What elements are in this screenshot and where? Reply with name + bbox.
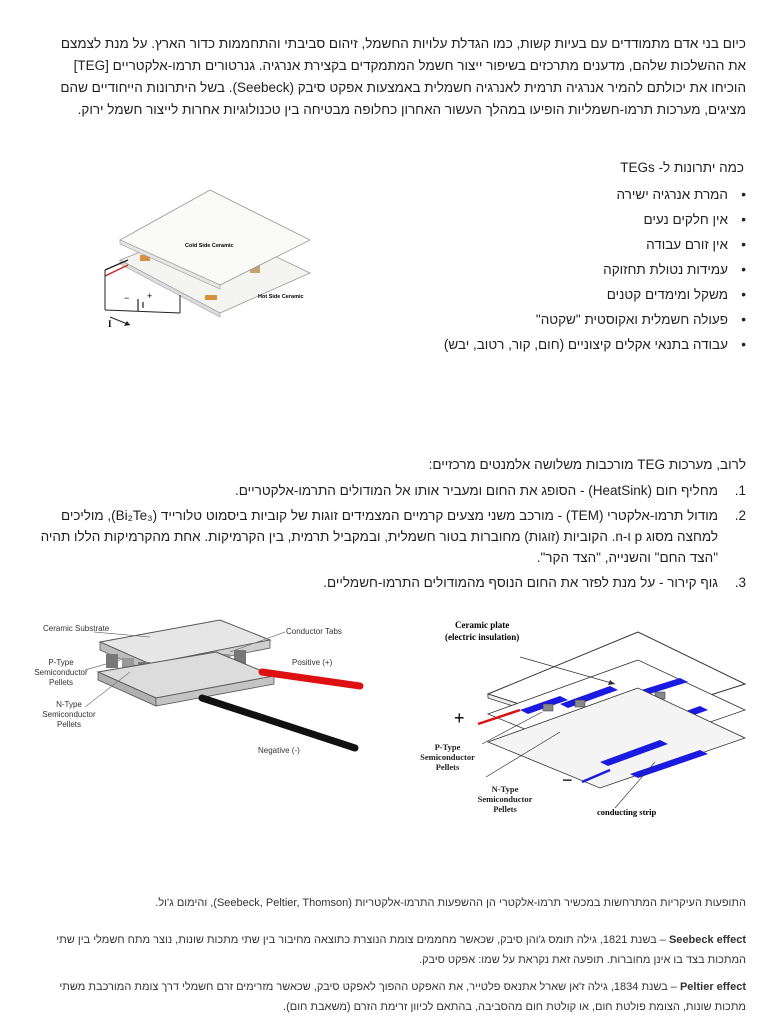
- ceramic-substrate-label: Ceramic Substrate: [43, 624, 110, 633]
- item-number: 3.: [734, 575, 746, 590]
- exploded-module-figure: [410, 612, 755, 827]
- list-item: [40, 572, 746, 593]
- negative-label: Negative (-): [258, 746, 300, 755]
- plus-terminal: +: [454, 708, 465, 728]
- effects-intro: התופעות העיקריות המתרחשות במכשיר תרמו-אלקטרי הן ההשפעות התרמו-אלקטריות (Seebeck, Peltier, Thomson), והימום ג'ול.: [155, 897, 746, 909]
- list-item: • אין חלקים נעים: [444, 211, 746, 236]
- list-item: [40, 505, 746, 568]
- list-item: • עבודה בתנאי אקלים קיצוניים (חום, קור, רטוב, יבש): [444, 336, 746, 361]
- hot-side-label: Hot Side Ceramic: [258, 294, 304, 300]
- list-item: • פעולה חשמלית ואקוסטית "שקטה": [444, 311, 746, 336]
- seebeck-title: Seebeck effect: [668, 934, 746, 946]
- conducting-strip-label: conducting strip: [597, 807, 657, 817]
- current-label: I: [108, 319, 112, 329]
- item-text: גוף קירור - על מנת לפזר את החום הנוסף מהמודולים התרמו-חשמליים.: [323, 575, 718, 590]
- item-text: מחליף חום (HeatSink) - הסופג את החום ומעביר אותו אל המודולים התרמו-אלקטריים.: [235, 483, 718, 498]
- teg-components-intro: לרוב, מערכות TEG מורכבות משלושה אלמנטים מרכזיים:: [428, 457, 746, 472]
- item-number: 2.: [734, 508, 746, 523]
- list-item: • המרת אנרגיה ישירה: [444, 186, 746, 211]
- peltier-title: Peltier effect: [679, 981, 746, 993]
- thermoelectric-module-figure: [30, 612, 370, 777]
- advantages-list: [444, 186, 746, 361]
- peltier-paragraph: [30, 977, 746, 1017]
- list-item: • אין זורם עבודה: [444, 236, 746, 261]
- n-type-label: N-Type Semiconductor Pellets: [42, 700, 96, 729]
- teg-module-figure: [100, 185, 325, 330]
- p-type-label: P-Type Semiconductor Pellets: [34, 658, 88, 687]
- list-item: • משקל ומימדים קטנים: [444, 286, 746, 311]
- list-item: [40, 480, 746, 501]
- item-number: 1.: [734, 483, 746, 498]
- minus-label: −: [124, 293, 130, 303]
- positive-label: Positive (+): [292, 658, 333, 667]
- insulation-label: (electric insulation): [445, 632, 520, 642]
- advantages-title: כמה יתרונות ל- TEGs: [620, 160, 744, 175]
- conductor-tabs-label: Conductor Tabs: [286, 627, 342, 636]
- seebeck-paragraph: [30, 930, 746, 970]
- item-text: מודול תרמו-אלקטרי (TEM) - מורכב משני מצעים קרמיים המצמידים זוגות של קוביות ביסמוט טלורייד (Bi₂Te₃), מוליכים למחצה מסוג p ו-n. הקוביות (זוגות) מחוברות בטור חשמלית, ובמקביל תרמית, בין הקרמיקות. אחת מהקרמיקות הללו תהיה "הצד החם" והשנייה, "הצד הקר".: [40, 508, 718, 565]
- components-list: [40, 480, 746, 597]
- list-item: • עמידות נטולת תחזוקה: [444, 261, 746, 286]
- ceramic-plate-label: Ceramic plate: [455, 620, 510, 630]
- minus-terminal: −: [562, 770, 573, 790]
- intro-paragraph: כיום בני אדם מתמודדים עם בעיות קשות, כמו הגדלת עלויות החשמל, זיהום סביבתי והתחממות כדור הארץ. על מנת לצמצם את ההשלכות שלהם, מדענים מתרכזים בשיפור ייצור חשמל המתמקדים בקצירת אנרגיה. גנרטורים תרמו-אלקטריים [TEG] הוכיחו את יכולתם להמיר אנרגיה תרמית לאנרגיה חשמלית באמצעות אפקט סיבק (Seebeck). בשל היתרונות הייחודיים שהם מציגים, מערכות תרמו-חשמליות הופיעו במהלך העשור האחרון כחלופה מבטיחה בין טכנולוגיות אחרות לייצור חשמל ירוק.: [60, 36, 746, 117]
- seebeck-text: – בשנת 1821, גילה תומס ג'והן סיבק, שכאשר מחממים צומת הנוצרת כתוצאה מחיבור בין שתי מתכות שונות, נוצר מתח חשמלי בין שתי המתכות בצד בו אינן מחוברות. תופעה זאת נקראת על שמו: אפקט סיבק.: [56, 934, 746, 966]
- cold-side-label: Cold Side Ceramic: [185, 243, 234, 249]
- peltier-text: – בשנת 1834, גילה ז'אן שארל אתנאס פלטייר, את האפקט ההפוך לאפקט סיבק, שכאשר מזרימים זרם חשמלי דרך צומת המורכבת משתי מתכות שונות, הצומת פולטת חום, או קולטת חום מהסביבה, בהתאם לכיוון זרימת הזרם (משאבת חום).: [59, 981, 746, 1013]
- n-type-label: N-Type Semiconductor Pellets: [477, 784, 533, 814]
- p-type-label: P-Type Semiconductor Pellets: [420, 742, 475, 772]
- plus-label: +: [147, 291, 153, 301]
